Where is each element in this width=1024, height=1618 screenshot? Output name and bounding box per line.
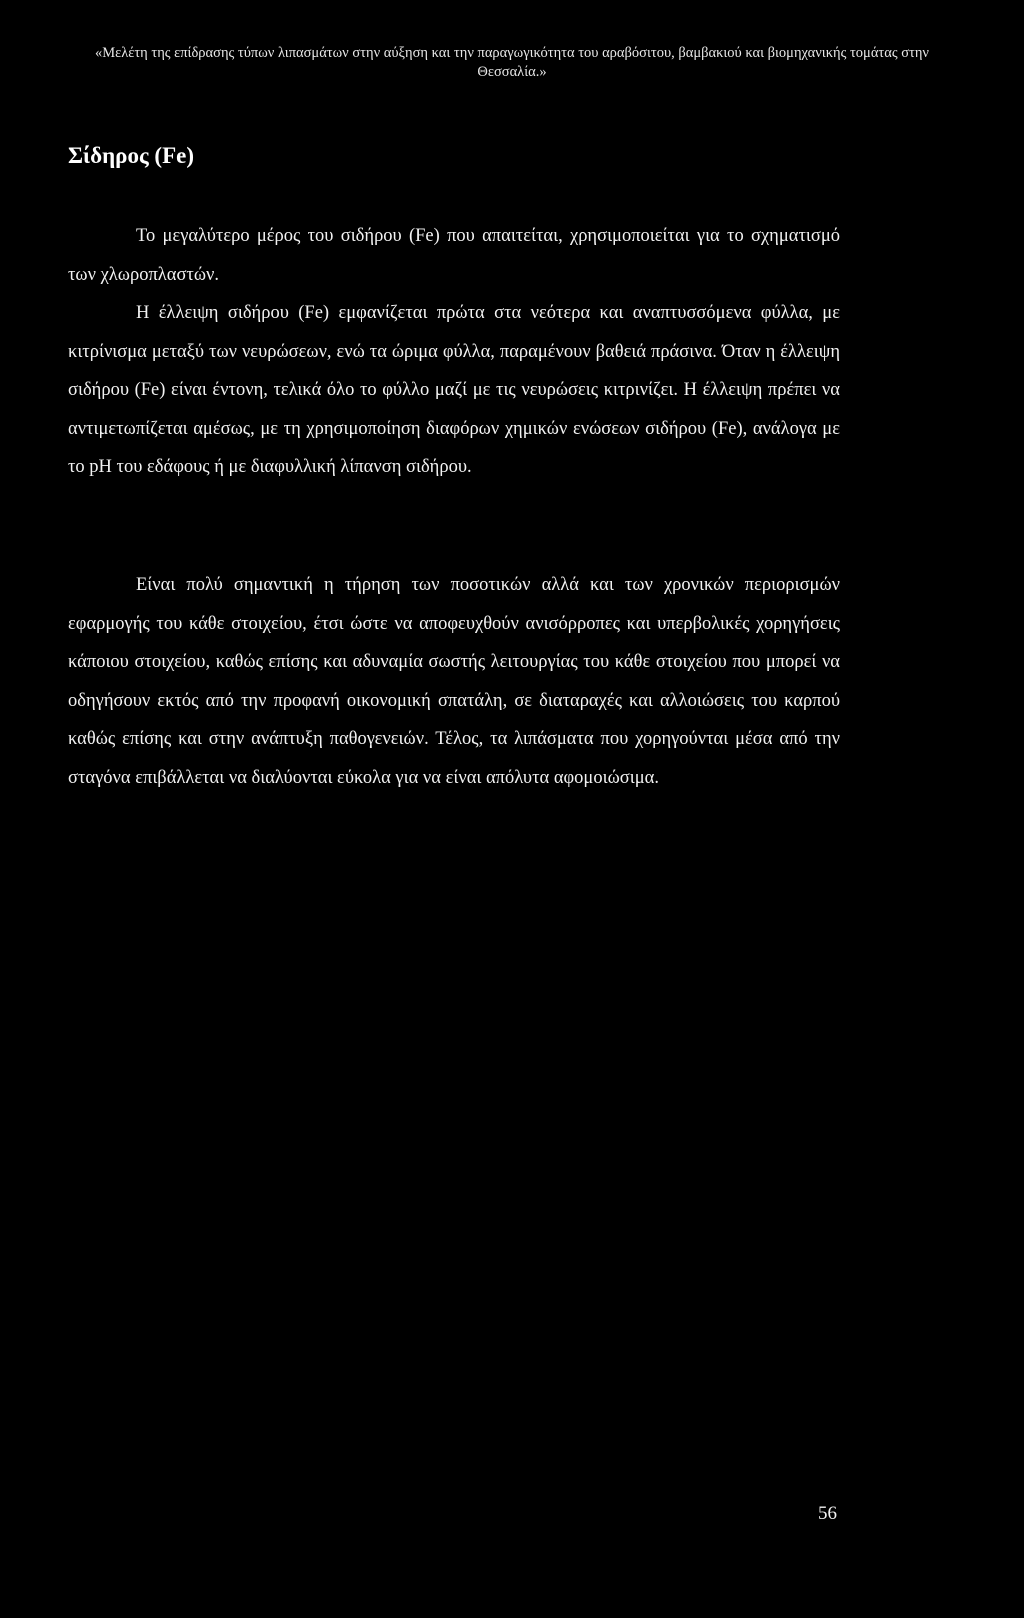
section-title: Σίδηρος (Fe)	[68, 143, 195, 168]
paragraph-application-limits: Είναι πολύ σημαντική η τήρηση των ποσοτικών αλλά και των χρονικών περιορισμών εφαρμογής του κάθε στοιχείου, έτσι ώστε να αποφευχθούν ανισόρροπες και υπερβολικές χορηγήσεις κάποιου στοιχείου, καθώς επίσης και αδυναμία σωστής λειτουργίας του κάθε στοιχείου που μπορεί να οδηγήσουν εκτός από την προφανή οικονομική σπατάλη, σε διαταραχές και αλλοιώσεις του καρπού καθώς επίσης και στην ανάπτυξη παθογενειών. Τέλος, τα λιπάσματα που χορηγούνται μέσα από την σταγόνα επιβάλλεται να διαλύονται εύκολα για να είναι απόλυτα αφομοιώσιμα.	[68, 575, 840, 788]
page-number: 56	[818, 1503, 837, 1524]
running-header: «Μελέτη της επίδρασης τύπων λιπασμάτων στην αύξηση και την παραγωγικότητα του αραβόσιτου, βαμβακιού και βιομηχανικής τομάτας στην Θεσσαλία.»	[94, 45, 929, 80]
paragraph-iron-deficiency: Η έλλειψη σιδήρου (Fe) εμφανίζεται πρώτα στα νεότερα και αναπτυσσόμενα φύλλα, με κιτρίνισμα μεταξύ των νευρώσεων, ενώ τα ώριμα φύλλα, παραμένουν βαθειά πράσινα. Όταν η έλλειψη σιδήρου (Fe) είναι έντονη, τελικά όλο το φύλλο μαζί με τις νευρώσεις κιτρινίζει. Η έλλειψη πρέπει να αντιμετωπίζεται αμέσως, με τη χρησιμοποίηση διαφόρων χημικών ενώσεων σιδήρου (Fe), ανάλογα με το pH του εδάφους ή με διαφυλλική λίπανση σιδήρου.	[68, 303, 840, 477]
paragraph-iron-usage: Το μεγαλύτερο μέρος του σιδήρου (Fe) που απαιτείται, χρησιμοποιείται για το σχηματισμό των χλωροπλαστών.	[68, 226, 840, 285]
